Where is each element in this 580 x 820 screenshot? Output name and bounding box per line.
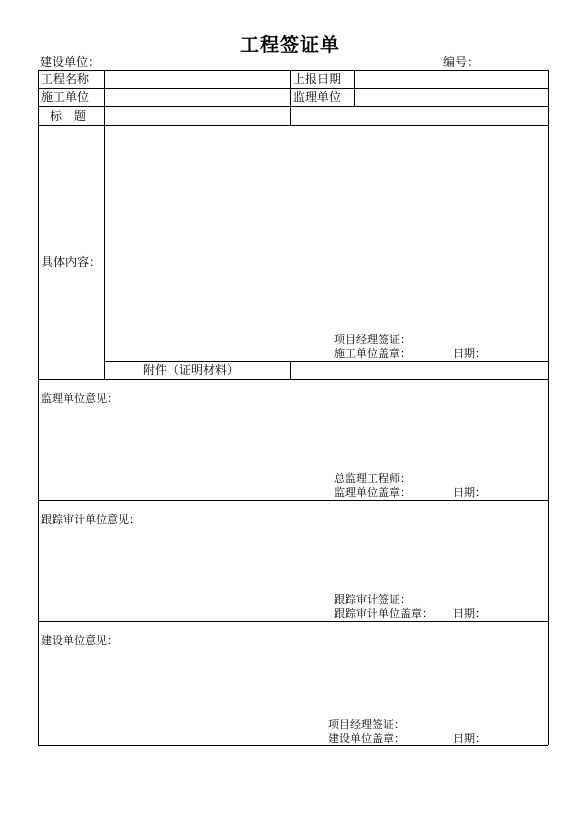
supervisor-opinion-label: 监理单位意见： <box>41 392 118 405</box>
supervisor-unit-label: 监理单位 <box>293 90 342 104</box>
owner-unit-label: 建设单位： <box>40 55 101 69</box>
pm-sign-label: 项目经理签证： <box>334 333 411 346</box>
report-date-label: 上报日期 <box>293 72 342 86</box>
contractor-label: 施工单位 <box>41 90 90 104</box>
audit-seal-label: 跟踪审计单位盖章： <box>334 607 433 620</box>
audit-date-label: 日期： <box>453 607 486 620</box>
owner-seal-label: 建设单位盖章： <box>328 732 405 745</box>
supervisor-seal-label: 监理单位盖章： <box>334 486 411 499</box>
supervisor-date-label: 日期： <box>453 486 486 499</box>
owner-opinion-label: 建设单位意见： <box>41 634 118 647</box>
content-date-label: 日期： <box>453 347 486 360</box>
project-name-label: 工程名称 <box>41 72 90 86</box>
chief-engineer-label: 总监理工程师： <box>334 472 411 485</box>
attachment-label: 附件（证明材料） <box>143 363 240 377</box>
audit-sign-label: 跟踪审计签证： <box>334 593 411 606</box>
audit-opinion-label: 跟踪审计单位意见： <box>41 513 140 526</box>
form-title: 工程签证单 <box>239 34 340 56</box>
content-label: 具体内容： <box>41 255 102 269</box>
owner-pm-sign-label: 项目经理签证： <box>328 718 405 731</box>
subject-label: 标 题 <box>50 109 87 123</box>
form-number-label: 编号： <box>443 55 480 69</box>
owner-date-label: 日期： <box>453 732 486 745</box>
contractor-seal-label: 施工单位盖章： <box>334 347 411 360</box>
